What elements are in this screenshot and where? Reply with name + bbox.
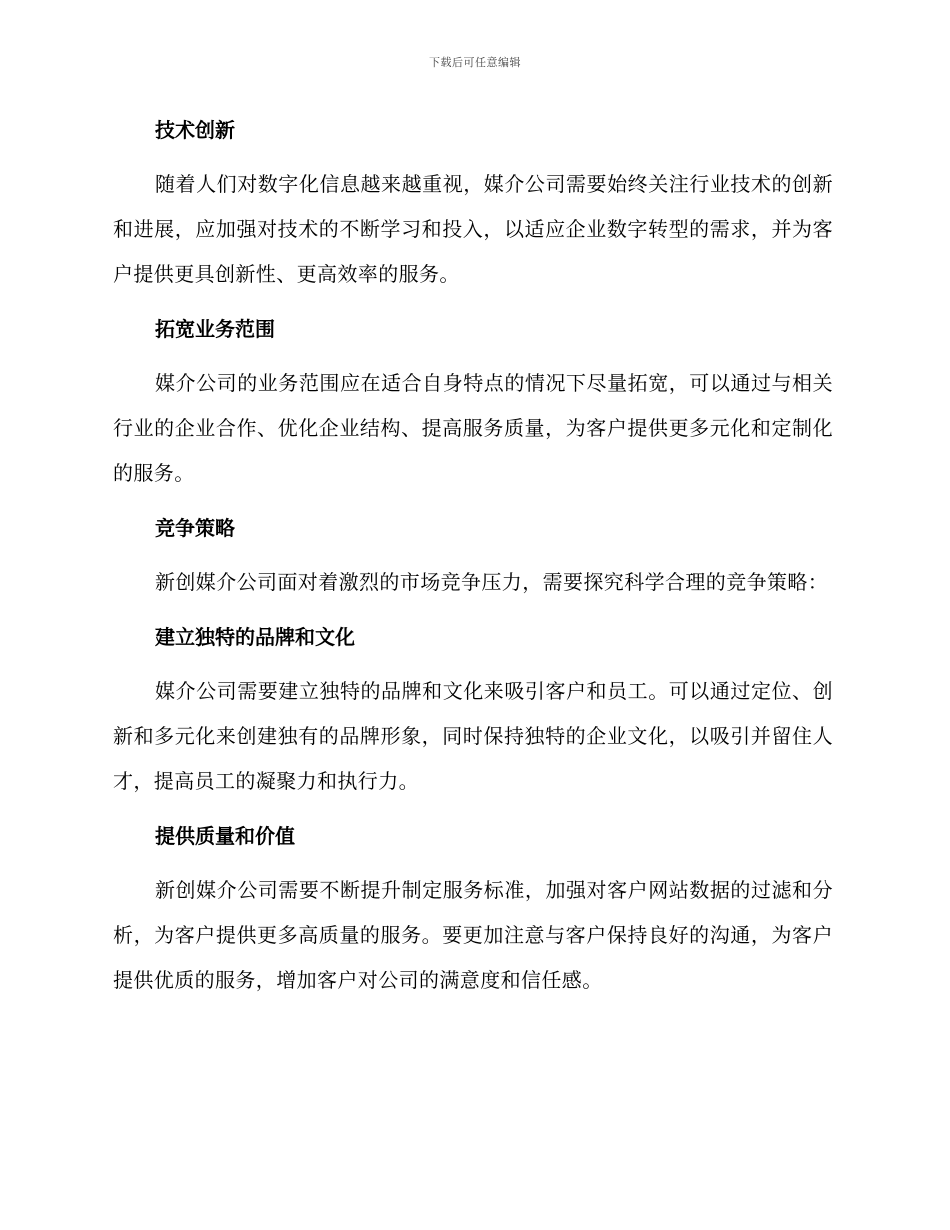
section-expand-business [113,309,833,496]
section-paragraph: 随着人们对数字化信息越来越重视，媒介公司需要始终关注行业技术的创新和进展，应加强对技术的不断学习和投入，以适应企业数字转型的需求，并为客户提供更具创新性、更高效率的服务。 [113,172,833,286]
section-competition-strategy [113,508,833,605]
section-paragraph: 新创媒介公司需要不断提升制定服务标准，加强对客户网站数据的过滤和分析，为客户提供更多高质量的服务。要更加注意与客户保持良好的沟通，为客户提供优质的服务，增加客户对公司的满意度和信任感。 [113,878,833,992]
section-quality-value [113,816,833,1003]
section-technology-innovation [113,110,833,297]
section-brand-culture [113,617,833,804]
section-heading: 竞争策略 [155,516,235,540]
section-heading: 技术创新 [155,118,235,142]
section-heading: 建立独特的品牌和文化 [155,625,355,649]
section-heading: 提供质量和价值 [155,824,295,848]
document-body [113,110,833,1015]
section-paragraph: 新创媒介公司面对着激烈的市场竞争压力，需要探究科学合理的竞争策略： [155,570,829,594]
section-paragraph: 媒介公司需要建立独特的品牌和文化来吸引客户和员工。可以通过定位、创新和多元化来创建独有的品牌形象，同时保持独特的企业文化，以吸引并留住人才，提高员工的凝聚力和执行力。 [113,679,833,793]
section-paragraph: 媒介公司的业务范围应在适合自身特点的情况下尽量拓宽，可以通过与相关行业的企业合作、优化企业结构、提高服务质量，为客户提供更多元化和定制化的服务。 [113,371,833,485]
page-header: 下载后可任意编辑 [429,56,521,69]
section-heading: 拓宽业务范围 [155,317,275,341]
